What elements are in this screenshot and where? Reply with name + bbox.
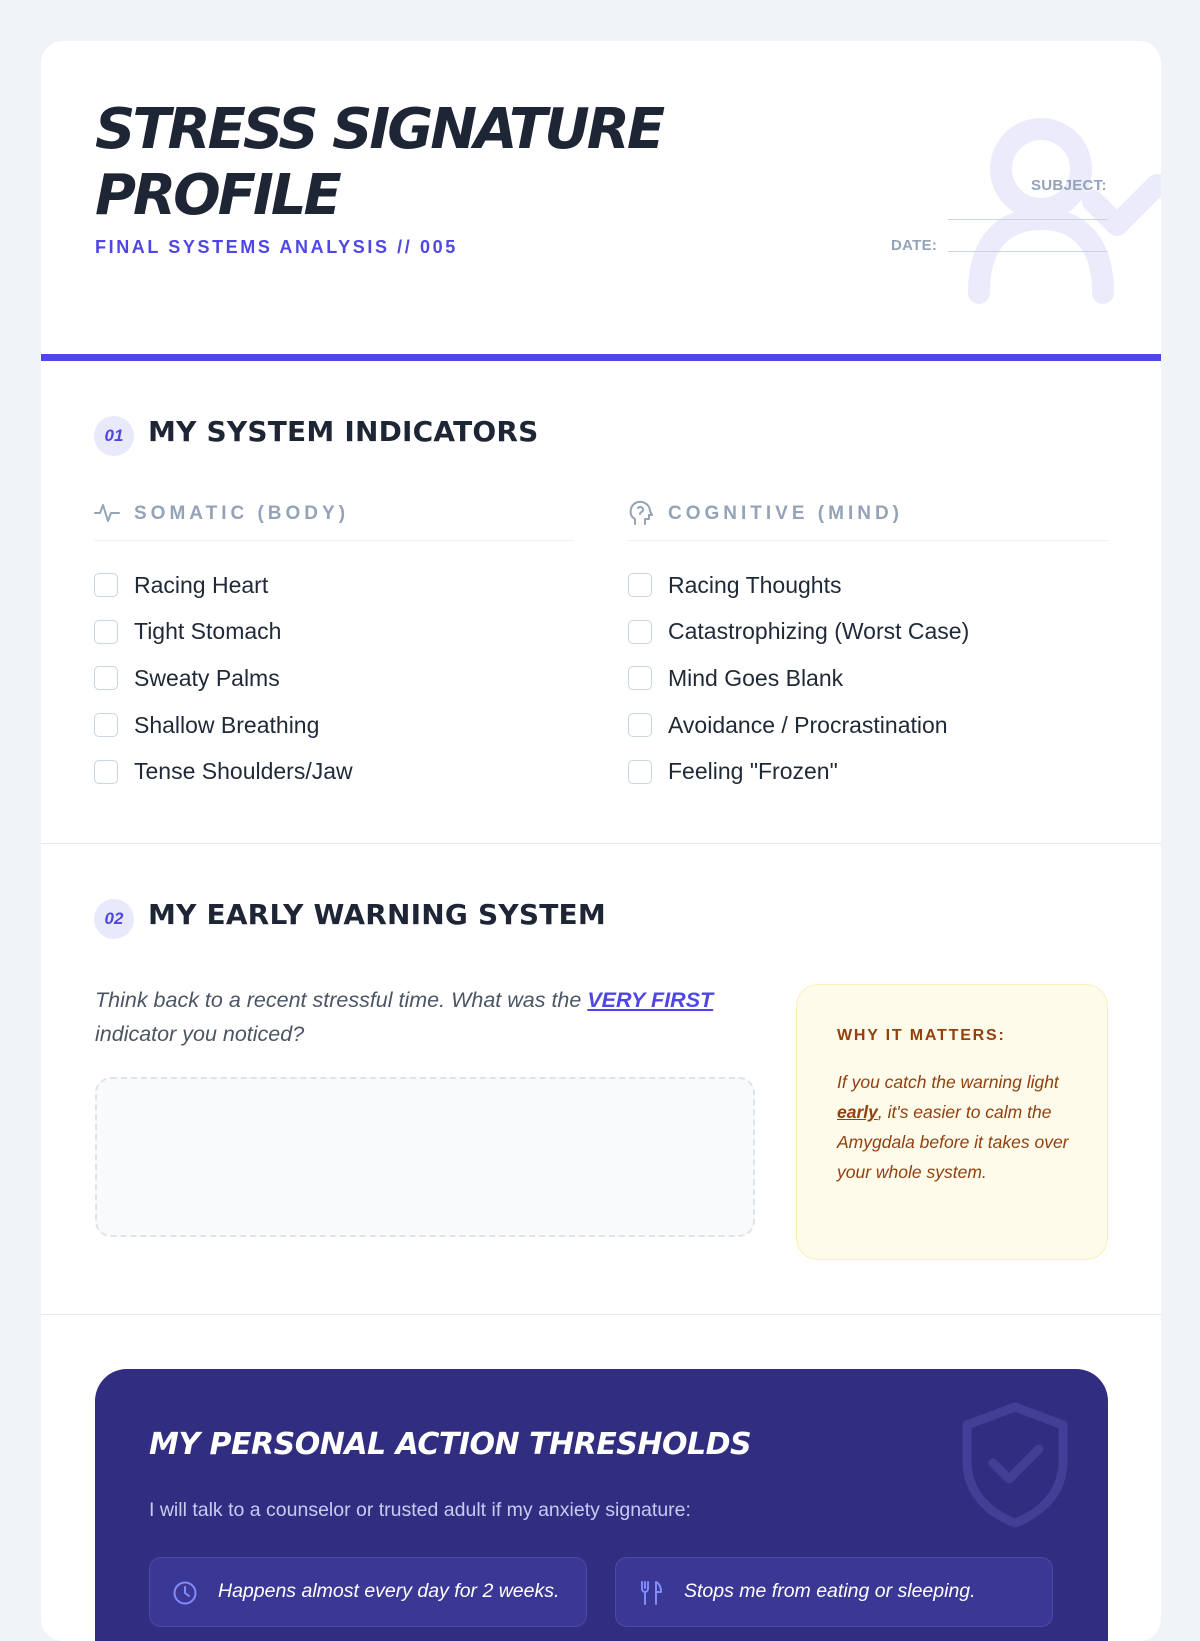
header-accent-bar [41, 354, 1161, 361]
item-label: Tense Shoulders/Jaw [134, 758, 353, 785]
section-1-title: MY SYSTEM INDICATORS [148, 415, 539, 448]
item-label: Racing Heart [134, 571, 269, 598]
subject-label: SUBJECT: [1031, 177, 1107, 194]
why-text-emphasis: early [837, 1102, 878, 1122]
threshold-text: Stops me from eating or sleeping. [684, 1580, 976, 1602]
prompt-text: Think back to a recent stressful time. What was the [95, 988, 588, 1012]
warning-prompt [95, 983, 775, 1051]
why-title: WHY IT MATTERS: [837, 1027, 1006, 1044]
utensils-icon [638, 1580, 664, 1606]
list-item[interactable] [94, 655, 574, 702]
checkbox[interactable] [628, 760, 652, 784]
threshold-item[interactable] [149, 1557, 587, 1627]
date-label: DATE: [891, 237, 938, 254]
section-1-number: 01 [94, 416, 134, 456]
page-title [95, 97, 662, 229]
somatic-list [94, 562, 574, 795]
item-label: Tight Stomach [134, 618, 282, 645]
list-item[interactable] [628, 655, 1108, 702]
brain-head-icon [628, 500, 654, 526]
item-label: Feeling "Frozen" [668, 758, 838, 785]
prompt-emphasis: VERY FIRST [587, 988, 714, 1012]
threshold-item[interactable] [615, 1557, 1053, 1627]
list-item[interactable] [628, 748, 1108, 795]
list-item[interactable] [94, 562, 574, 609]
checkbox[interactable] [628, 573, 652, 597]
user-check-icon [921, 81, 1161, 321]
item-label: Avoidance / Procrastination [668, 711, 948, 738]
section-divider [41, 1314, 1161, 1315]
worksheet-card [41, 41, 1161, 1641]
why-text-start: If you catch the warning light [837, 1072, 1059, 1092]
cognitive-divider [628, 540, 1108, 541]
clock-icon [172, 1580, 198, 1606]
thresholds-title: MY PERSONAL ACTION THRESHOLDS [149, 1427, 752, 1462]
date-field[interactable] [948, 251, 1108, 252]
list-item[interactable] [628, 702, 1108, 749]
cognitive-list [628, 562, 1108, 795]
section-2-title: MY EARLY WARNING SYSTEM [148, 898, 606, 931]
page-subtitle: FINAL SYSTEMS ANALYSIS // 005 [95, 237, 458, 257]
somatic-divider [94, 540, 574, 541]
pulse-icon [94, 500, 120, 526]
checkbox[interactable] [94, 573, 118, 597]
why-it-matters-note [796, 984, 1108, 1260]
list-item[interactable] [628, 609, 1108, 656]
shield-check-icon [955, 1399, 1075, 1529]
title-line-1: STRESS SIGNATURE [95, 97, 663, 162]
section-2-number: 02 [94, 899, 134, 939]
somatic-heading: SOMATIC (BODY) [134, 503, 350, 524]
action-thresholds-panel [95, 1369, 1108, 1641]
why-text [837, 1067, 1072, 1187]
checkbox[interactable] [628, 620, 652, 644]
item-label: Sweaty Palms [134, 664, 280, 691]
item-label: Catastrophizing (Worst Case) [668, 618, 970, 645]
checkbox[interactable] [94, 760, 118, 784]
list-item[interactable] [94, 609, 574, 656]
item-label: Racing Thoughts [668, 571, 842, 598]
prompt-text-end: indicator you noticed? [95, 1022, 305, 1046]
section-divider [41, 843, 1161, 844]
checkbox[interactable] [628, 666, 652, 690]
item-label: Shallow Breathing [134, 711, 320, 738]
list-item[interactable] [94, 748, 574, 795]
checkbox[interactable] [628, 713, 652, 737]
header [41, 41, 1161, 354]
list-item[interactable] [628, 562, 1108, 609]
threshold-text: Happens almost every day for 2 weeks. [218, 1580, 560, 1602]
checkbox[interactable] [94, 620, 118, 644]
answer-box[interactable] [95, 1077, 755, 1237]
checkbox[interactable] [94, 666, 118, 690]
cognitive-heading: COGNITIVE (MIND) [668, 503, 903, 524]
item-label: Mind Goes Blank [668, 664, 844, 691]
list-item[interactable] [94, 702, 574, 749]
title-line-2: PROFILE [95, 163, 339, 228]
why-text-end: , it's easier to calm the Amygdala before it takes over your whole system. [837, 1102, 1069, 1182]
checkbox[interactable] [94, 713, 118, 737]
thresholds-intro: I will talk to a counselor or trusted adult if my anxiety signature: [149, 1499, 691, 1521]
subject-field[interactable] [948, 219, 1108, 220]
